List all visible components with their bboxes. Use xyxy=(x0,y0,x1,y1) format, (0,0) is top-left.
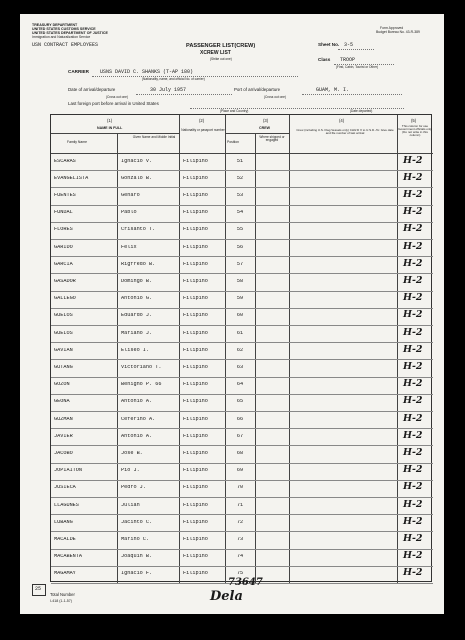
row-pos: 71 xyxy=(236,502,244,508)
row-given: Eliseo I. xyxy=(121,347,150,353)
row-family: JUSIECA xyxy=(54,485,76,491)
row-nat: Filipino xyxy=(183,571,208,577)
row-status-mark: H-2 xyxy=(403,309,423,321)
row-nat: Filipino xyxy=(183,175,208,181)
form-title: PASSENGER LIST(CREW) xyxy=(186,43,256,49)
row-given: Gonzalo B. xyxy=(121,175,153,181)
row-pos: 58 xyxy=(236,279,244,284)
carrier-label: CARRIER xyxy=(68,69,89,74)
lastport-label: Last foreign port before arrival in United States xyxy=(68,101,159,106)
row-nat: Filipino xyxy=(183,537,208,542)
dept-line-2: UNITED STATES CUSTOMS SERVICE xyxy=(32,27,96,31)
employer-line: USN CONTRACT EMPLOYEES xyxy=(32,42,99,48)
row-pos: 51 xyxy=(236,158,244,164)
row-given: Pablo xyxy=(121,210,137,216)
row-family: FUNDAL xyxy=(54,210,73,216)
column-divider xyxy=(289,115,290,583)
class-note: (First, Cabin, Tourist or Other) xyxy=(336,65,379,69)
row-pos: 56 xyxy=(236,244,244,250)
row-nat: Filipino xyxy=(183,244,208,250)
row-nat: Filipino xyxy=(183,193,208,198)
row-pos: 74 xyxy=(236,554,244,560)
row-nat: Filipino xyxy=(183,330,208,336)
row-status-mark: H-2 xyxy=(403,326,423,338)
port-label: Port of arrival/departure xyxy=(234,87,281,92)
row-pos: 68 xyxy=(236,451,244,456)
row-family: EVANGELISTA xyxy=(54,175,89,181)
row-divider xyxy=(51,463,433,464)
total-number-label: Total Number xyxy=(50,592,75,597)
row-family: GALLEGO xyxy=(54,296,76,302)
budget-bureau: Budget Bureau No. 43-R-389 xyxy=(376,30,420,34)
row-family: GEONA xyxy=(54,399,70,405)
row-family: ESCARAS xyxy=(54,158,76,164)
row-given: Jacinto C. xyxy=(121,519,153,525)
crew-subdivider xyxy=(225,133,289,134)
carrier-note: (Nationality, name, and official No. of carrier) xyxy=(142,77,205,81)
date-note: (Cross out one) xyxy=(106,95,128,99)
row-status-mark: H-2 xyxy=(403,171,423,183)
row-given: Victoriano T. xyxy=(121,365,162,370)
row-given: Antonio A. xyxy=(121,433,153,439)
row-nat: Filipino xyxy=(183,365,208,370)
row-given: Eduardo J. xyxy=(121,313,153,319)
dept-line-1: TREASURY DEPARTMENT xyxy=(32,23,78,27)
row-pos: 64 xyxy=(236,382,244,388)
row-family: LUBANG xyxy=(54,519,73,525)
row-given: Julian xyxy=(121,502,140,508)
handwritten-signature: Dela xyxy=(210,589,243,604)
row-pos: 65 xyxy=(236,399,244,405)
row-divider xyxy=(51,205,433,206)
row-status-mark: H-2 xyxy=(403,257,423,269)
row-nat: Filipino xyxy=(183,227,208,233)
row-divider xyxy=(51,497,433,498)
row-family: GUZMAN xyxy=(54,416,73,422)
row-nat: Filipino xyxy=(183,210,208,216)
row-family: GUTANG xyxy=(54,365,73,370)
row-nat: Filipino xyxy=(183,279,208,284)
row-nat: Filipino xyxy=(183,158,208,164)
row-pos: 59 xyxy=(236,296,244,302)
row-given: Felix xyxy=(121,244,137,250)
row-status-mark: H-2 xyxy=(403,292,423,304)
row-given: Antonio G. xyxy=(121,296,153,302)
col1-title: NAME IN FULL xyxy=(97,126,123,130)
date-value: 30 July 1957 xyxy=(150,87,187,93)
row-pos: 70 xyxy=(236,485,244,491)
row-nat: Filipino xyxy=(183,313,208,319)
row-nat: Filipino xyxy=(183,261,208,267)
row-family: GUELOS xyxy=(54,330,73,336)
row-status-mark: H-2 xyxy=(403,412,423,424)
row-status-mark: H-2 xyxy=(403,464,423,476)
row-nat: Filipino xyxy=(183,416,208,422)
row-status-mark: H-2 xyxy=(403,550,423,562)
col2-number: (2) xyxy=(199,118,205,123)
row-divider xyxy=(51,377,433,378)
row-divider xyxy=(51,256,433,257)
row-pos: 73 xyxy=(236,537,244,542)
row-family: GARIDO xyxy=(54,244,73,250)
row-divider xyxy=(51,411,433,412)
place-note: (Place and Country) xyxy=(220,109,249,113)
row-divider xyxy=(51,394,433,395)
row-divider xyxy=(51,428,433,429)
row-family: FLORES xyxy=(54,227,73,233)
class-value: TROOP xyxy=(340,57,356,63)
row-given: Mariano J. xyxy=(121,330,153,336)
header-divider xyxy=(51,153,433,154)
row-status-mark: H-2 xyxy=(403,567,423,579)
row-given: Rigfredo B. xyxy=(121,261,156,267)
row-given: Antonio A. xyxy=(121,399,153,405)
row-divider xyxy=(51,308,433,309)
row-given: Ignacio F. xyxy=(121,571,153,577)
row-status-mark: H-2 xyxy=(403,378,423,390)
row-status-mark: H-2 xyxy=(403,498,423,510)
col1-family: Family Name xyxy=(67,140,87,144)
row-given: Crisanto T. xyxy=(121,227,156,233)
row-nat: Filipino xyxy=(183,296,208,302)
name-subdivider xyxy=(51,133,179,134)
row-divider xyxy=(51,566,433,567)
row-nat: Filipino xyxy=(183,554,208,560)
row-family: GASADOR xyxy=(54,279,76,284)
passenger-list-page xyxy=(20,14,444,614)
row-status-mark: H-2 xyxy=(403,206,423,218)
row-pos: 67 xyxy=(236,433,244,439)
row-family: FUENTES xyxy=(54,193,76,198)
handwritten-total: 73647 xyxy=(228,577,263,588)
col2-title: Nationality or passport number xyxy=(181,128,225,132)
row-given: Benigno P. 66 xyxy=(121,382,162,388)
column-divider xyxy=(179,115,180,583)
row-divider xyxy=(51,222,433,223)
row-divider xyxy=(51,480,433,481)
sheet-value: 3-5 xyxy=(344,42,354,48)
col4-number: (4) xyxy=(339,118,345,123)
row-nat: Filipino xyxy=(183,485,208,491)
row-pos: 63 xyxy=(236,365,244,370)
row-given: Domingo B. xyxy=(121,279,153,284)
row-divider xyxy=(51,359,433,360)
row-status-mark: H-2 xyxy=(403,361,423,372)
row-given: Pedro J. xyxy=(121,485,146,491)
form-subtitle: XCREW LIST xyxy=(200,50,231,56)
row-divider xyxy=(51,531,433,532)
row-pos: 54 xyxy=(236,210,244,216)
row-status-mark: H-2 xyxy=(403,481,423,493)
row-status-mark: H-2 xyxy=(403,154,423,166)
row-family: MAGAMAY xyxy=(54,571,76,577)
row-divider xyxy=(51,325,433,326)
row-divider xyxy=(51,291,433,292)
row-nat: Filipino xyxy=(183,433,208,439)
row-family: JOPIAITON xyxy=(54,468,83,474)
class-label: Class xyxy=(318,57,331,62)
crew-table xyxy=(50,114,432,582)
total-box xyxy=(32,584,46,596)
row-divider xyxy=(51,239,433,240)
strike-note: (Strike out one) xyxy=(210,57,232,61)
row-nat: Filipino xyxy=(183,519,208,525)
row-divider xyxy=(51,445,433,446)
row-pos: 55 xyxy=(236,227,244,233)
col5-number: (5) xyxy=(411,118,417,123)
col3-position: Position xyxy=(227,140,240,144)
row-nat: Filipino xyxy=(183,382,208,388)
row-status-mark: H-2 xyxy=(403,223,423,235)
row-pos: 53 xyxy=(236,193,244,198)
carrier-value: USNS DAVID C. SHANKS (T-AP 180) xyxy=(100,69,194,75)
col4-title: Crew (including U.S. Flag Vessels only) CHG'D X to U.S.D.-To: Give date and file number of last arrival xyxy=(296,128,394,135)
row-status-mark: H-2 xyxy=(403,429,423,441)
row-given: Pio J. xyxy=(121,468,140,474)
row-given: Jose B. xyxy=(121,451,143,456)
row-given: Genaro xyxy=(121,193,140,198)
row-pos: 69 xyxy=(236,468,244,474)
row-divider xyxy=(51,273,433,274)
row-family: MACABENTA xyxy=(54,554,83,560)
col3-title: CREW xyxy=(259,126,270,130)
date-departed-note: (Date departed) xyxy=(350,109,373,113)
row-nat: Filipino xyxy=(183,347,208,353)
form-number: I-418 (1-1-57) xyxy=(50,599,72,603)
row-nat: Filipino xyxy=(183,502,208,508)
dept-line-4: Immigration and Naturalization Service xyxy=(32,35,91,39)
row-nat: Filipino xyxy=(183,468,208,474)
column-divider xyxy=(397,115,398,583)
row-family: GUELOS xyxy=(54,313,73,319)
row-status-mark: H-2 xyxy=(403,533,423,544)
sheet-label: Sheet No. xyxy=(318,42,340,47)
row-status-mark: H-2 xyxy=(403,240,423,252)
row-status-mark: H-2 xyxy=(403,189,423,200)
total-box-value: 25 xyxy=(35,586,42,592)
row-pos: 61 xyxy=(236,330,244,336)
date-label: Date of arrival/departure xyxy=(68,87,116,92)
row-family: GARCIA xyxy=(54,261,73,267)
row-family: LLAGUNES xyxy=(54,502,79,508)
row-family: GOZON xyxy=(54,382,70,388)
row-given: Ignacio V. xyxy=(121,158,153,164)
row-pos: 60 xyxy=(236,313,244,319)
row-pos: 57 xyxy=(236,261,244,267)
row-given: Ceferino A. xyxy=(121,416,156,422)
row-divider xyxy=(51,549,433,550)
col5-title: This column for use Government officials only (Do not write in this column) xyxy=(398,124,432,137)
row-divider xyxy=(51,514,433,515)
row-family: GAVIAN xyxy=(54,347,73,353)
row-status-mark: H-2 xyxy=(403,515,423,527)
row-status-mark: H-2 xyxy=(403,343,423,355)
row-divider xyxy=(51,187,433,188)
row-pos: 62 xyxy=(236,347,244,353)
row-status-mark: H-2 xyxy=(403,447,423,458)
row-family: JACOBO xyxy=(54,451,73,456)
col1-given: Given Name and Middle Initial xyxy=(132,135,176,139)
col3-number: (3) xyxy=(263,118,269,123)
row-family: JAVIER xyxy=(54,433,73,439)
port-value: GUAM, M. I. xyxy=(316,87,350,93)
form-approved: Form Approved xyxy=(380,26,404,30)
column-divider xyxy=(255,133,256,583)
row-pos: 72 xyxy=(236,519,244,525)
row-status-mark: H-2 xyxy=(403,275,423,286)
row-divider xyxy=(51,170,433,171)
row-given: Marino C. xyxy=(121,537,150,542)
row-nat: Filipino xyxy=(183,451,208,456)
port-note: (Cross out one) xyxy=(264,95,286,99)
row-pos: 52 xyxy=(236,175,244,181)
row-pos: 66 xyxy=(236,416,244,422)
dept-line-3: UNITED STATES DEPARTMENT OF JUSTICE xyxy=(32,31,108,35)
column-divider xyxy=(117,133,118,583)
row-status-mark: H-2 xyxy=(403,395,423,407)
row-nat: Filipino xyxy=(183,399,208,405)
row-pos: 75 xyxy=(236,571,244,577)
row-divider xyxy=(51,342,433,343)
row-given: Joaquin B. xyxy=(121,554,153,560)
row-family: MACALDE xyxy=(54,537,76,542)
col1-number: (1) xyxy=(107,118,113,123)
col3-where: Where shipped or engaged xyxy=(259,135,285,143)
